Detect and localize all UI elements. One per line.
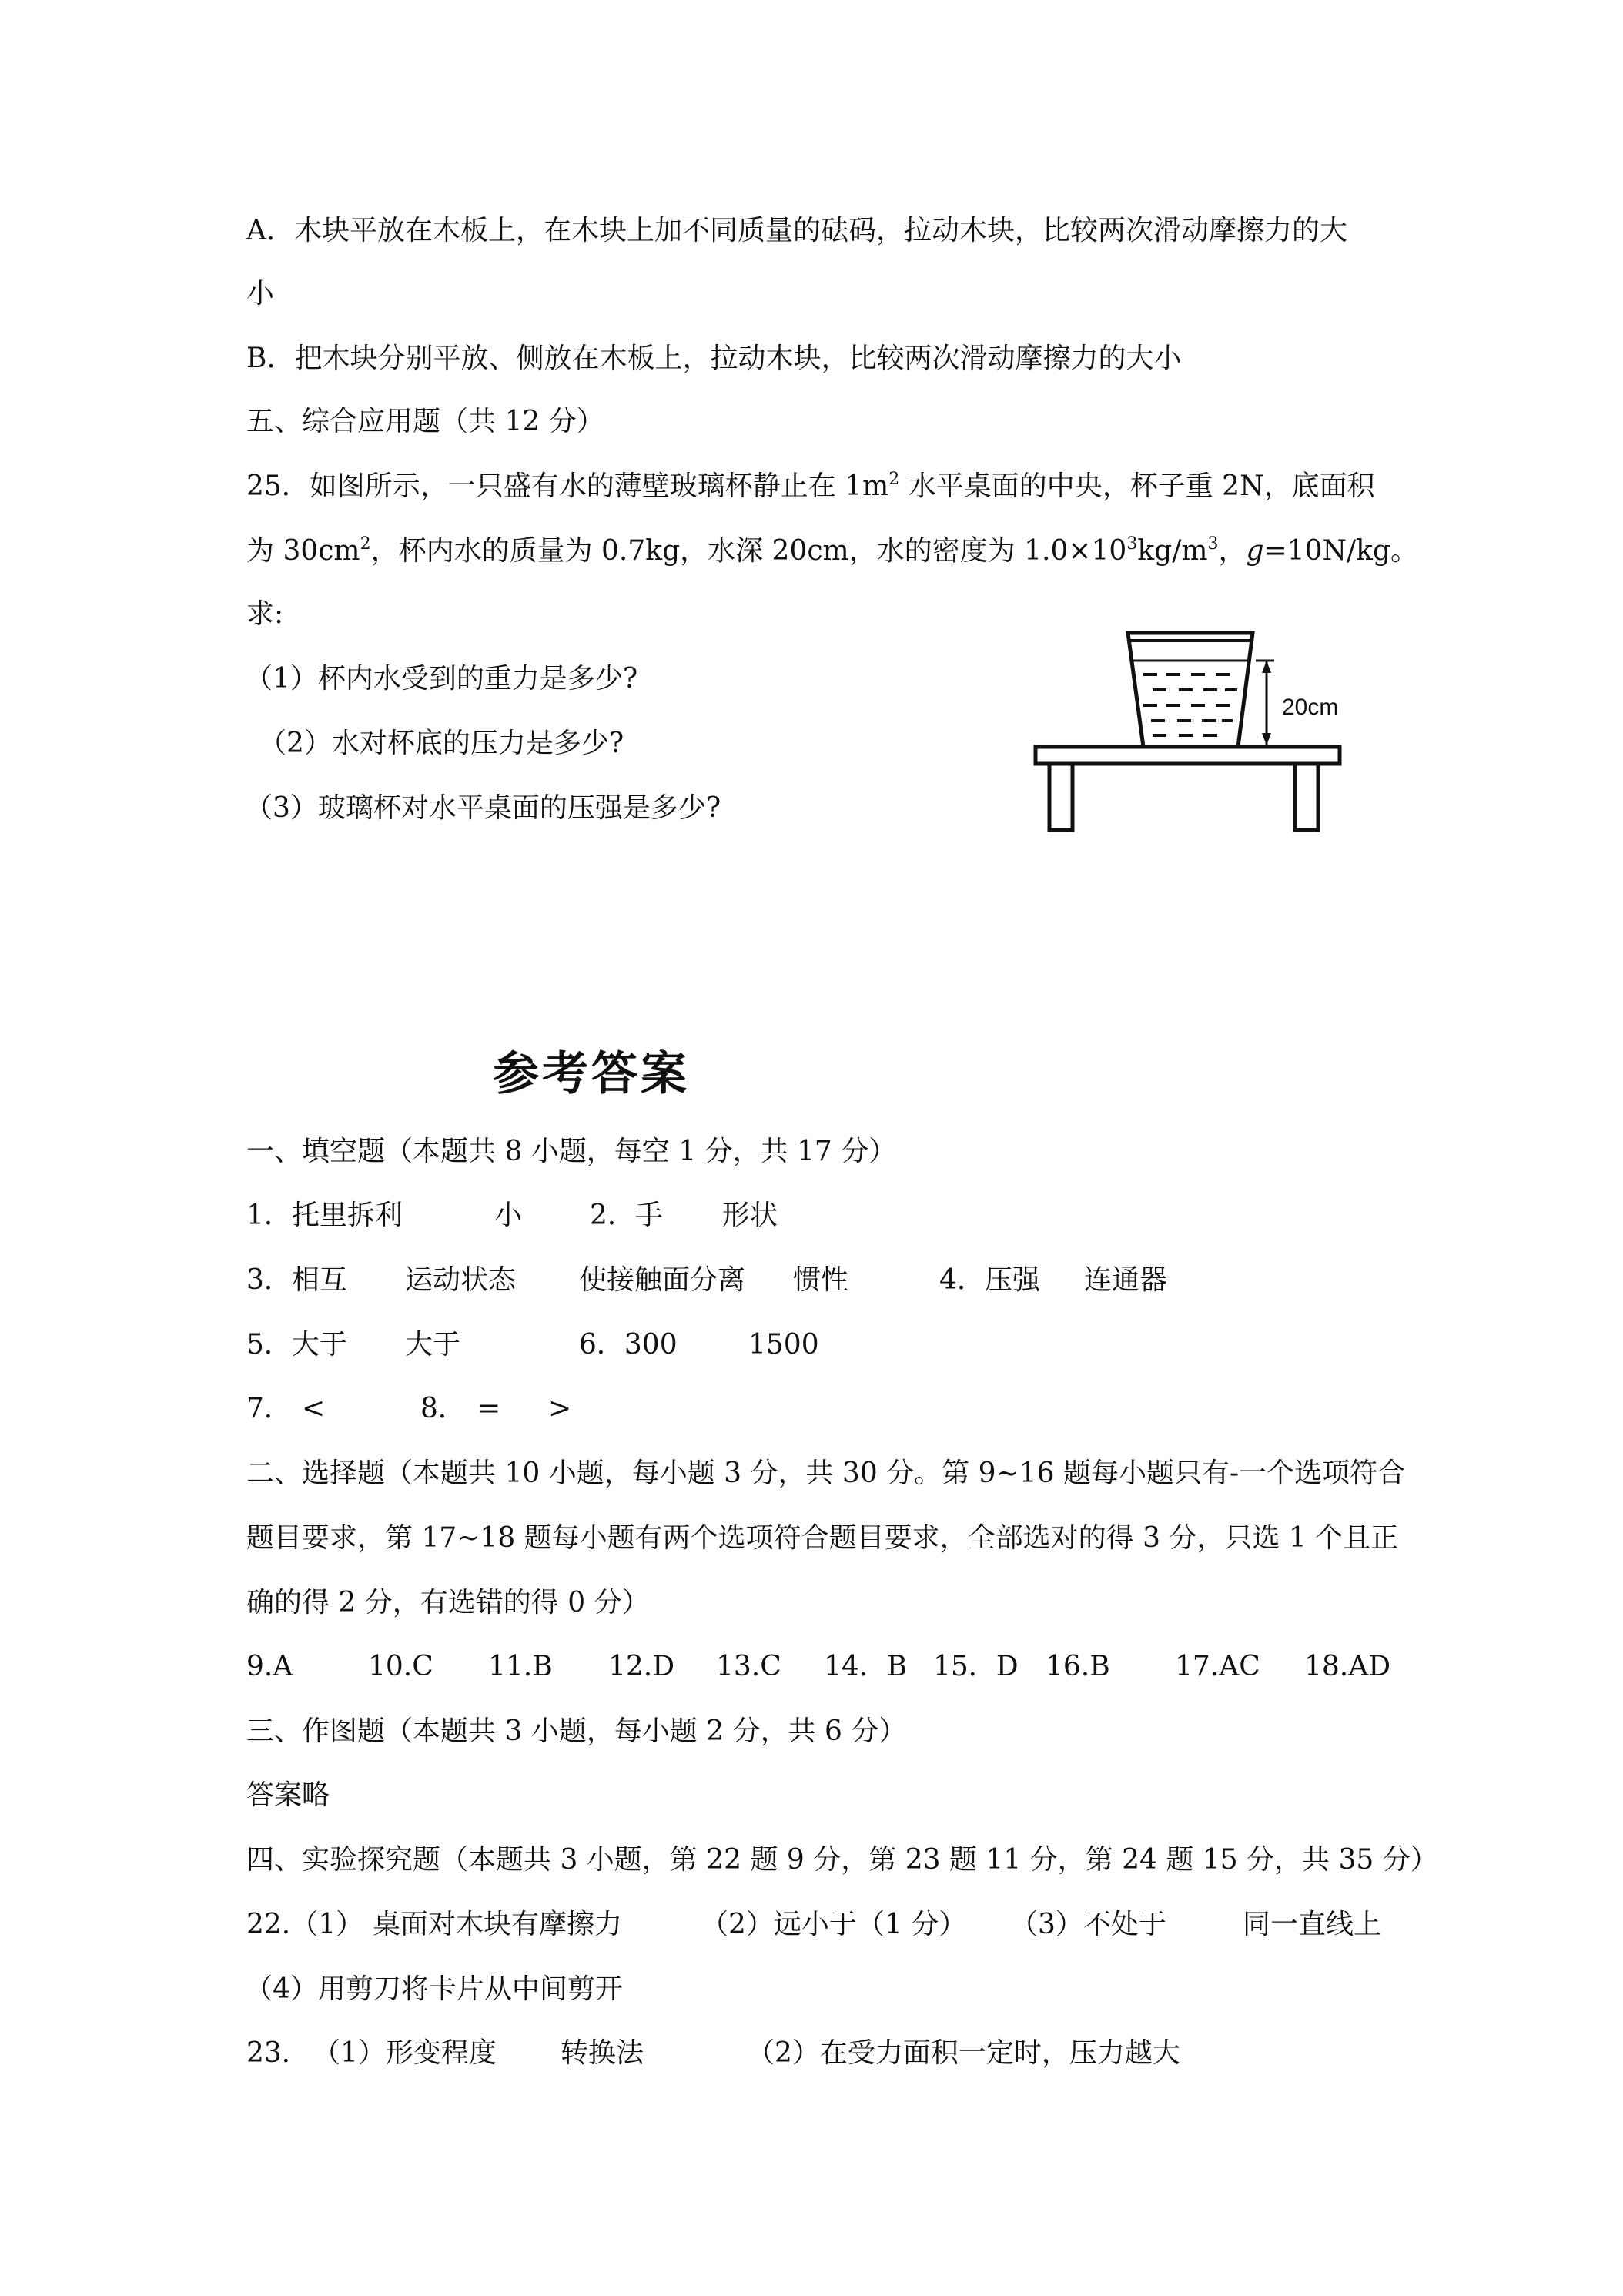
answer-7-1: < [302, 1393, 326, 1424]
q25-ask: 求: [246, 598, 284, 630]
q22-part1: 桌面对木块有摩擦力 [373, 1909, 623, 1940]
choice-9: 9.A [246, 1651, 293, 1682]
q25-line2-part-c: kg/m [1137, 535, 1208, 567]
answer-4-2: 连通器 [1084, 1264, 1168, 1296]
answer-1-2: 小 [494, 1200, 523, 1231]
answer-8-2: > [548, 1393, 572, 1424]
choice-17: 17.AC [1175, 1651, 1260, 1682]
q25-line1-sup: 2 [888, 470, 900, 489]
q25-sub1: （1）杯内水受到的重力是多少? [245, 663, 638, 694]
q23-part1b: 转换法 [561, 2037, 644, 2069]
table-top [1036, 747, 1340, 764]
q25-line2 [246, 533, 1418, 570]
depth-arrow-up-icon [1262, 661, 1271, 673]
q22-part3b: 同一直线上 [1243, 1909, 1382, 1940]
answers-s4-heading: 四、实验探究题（本题共 3 小题，第 22 题 9 分，第 23 题 11 分，第 24 题 15 分，共 35 分） [246, 1844, 1438, 1876]
q25-line2-part-b: ，杯内水的质量为 0.7kg，水深 20cm，水的密度为 1.0×10 [370, 535, 1127, 567]
q25-line2-g: g [1246, 535, 1264, 567]
q23-label: 23． [246, 2037, 310, 2069]
q23-part2: （2）在受力面积一定时，压力越大 [747, 2037, 1180, 2069]
q22-part3: （3）不处于 [1010, 1909, 1166, 1940]
q25-line2-part-d: ， [1218, 535, 1247, 567]
q24-option-a-line1: A．木块平放在木板上，在木块上加不同质量的砝码，拉动木块，比较两次滑动摩擦力的大 [246, 215, 1347, 246]
choice-18: 18.AD [1304, 1651, 1391, 1682]
answer-5-label: 5．大于 [246, 1329, 347, 1361]
q22-label: 22.（1） [246, 1909, 364, 1940]
answers-s2-line2: 题目要求，第 17~18 题每小题有两个选项符合题目要求，全部选对的得 3 分，只选 1 个且正 [246, 1522, 1399, 1554]
answer-1-1: 1．托里拆利 [246, 1200, 403, 1231]
answer-8-label: 8． [420, 1393, 466, 1424]
q24-option-b: B．把木块分别平放、侧放在木板上，拉动木块，比较两次滑动摩擦力的大小 [246, 343, 1182, 374]
answer-2-2: 形状 [722, 1200, 778, 1231]
answers-s3-heading: 三、作图题（本题共 3 小题，每小题 2 分，共 6 分） [246, 1715, 907, 1747]
q25-line2-part-a: 为 30cm [246, 535, 360, 567]
q23-part1: （1）形变程度 [313, 2037, 497, 2069]
answer-7-label: 7． [246, 1393, 292, 1424]
choice-13: 13.C [716, 1651, 781, 1682]
choice-12: 12.D [608, 1651, 675, 1682]
q25-line2-part-e: =10N/kg。 [1263, 535, 1418, 567]
q25-line2-sup3: 3 [1207, 534, 1219, 554]
answer-3-3: 使接触面分离 [579, 1264, 746, 1296]
q25-line1-part-b: 水平桌面的中央，杯子重 2N，底面积 [899, 470, 1375, 502]
answer-6-2: 1500 [748, 1329, 819, 1361]
answers-s1-heading: 一、填空题（本题共 8 小题，每空 1 分，共 17 分） [246, 1136, 897, 1167]
cup-on-table-figure [1028, 616, 1351, 847]
answer-3-2: 运动状态 [405, 1264, 517, 1296]
section5-heading: 五、综合应用题（共 12 分） [246, 406, 604, 437]
choice-16: 16.B [1046, 1651, 1110, 1682]
q22-part2: （2）远小于（1 分） [701, 1909, 967, 1940]
depth-label: 20cm [1282, 694, 1339, 720]
choice-14: 14．B [824, 1651, 908, 1682]
answer-3-label: 3．相互 [246, 1264, 347, 1296]
answers-s2-line3: 确的得 2 分，有选错的得 0 分） [246, 1587, 650, 1618]
choice-10: 10.C [368, 1651, 433, 1682]
choice-11: 11.B [488, 1651, 553, 1682]
answer-2-label: 2．手 [590, 1200, 663, 1231]
q25-sub3: （3）玻璃杯对水平桌面的压强是多少? [245, 792, 721, 824]
answer-4-label: 4．压强 [939, 1264, 1040, 1296]
q25-line2-sup1: 2 [360, 534, 371, 554]
answer-5-2: 大于 [405, 1329, 461, 1361]
q25-line1-part-a: 25．如图所示，一只盛有水的薄壁玻璃杯静止在 1m [246, 470, 889, 502]
answers-title: 参考答案 [493, 1047, 690, 1101]
q25-line2-sup2: 3 [1126, 534, 1138, 554]
answer-8-1: = [477, 1393, 501, 1424]
answers-s3-answer: 答案略 [246, 1779, 330, 1811]
table-leg-right [1295, 764, 1318, 830]
choice-15: 15．D [933, 1651, 1019, 1682]
cup-on-table-drawing [1028, 616, 1351, 847]
table-leg-left [1049, 764, 1073, 830]
answer-3-4: 惯性 [793, 1264, 849, 1296]
q25-line1 [246, 468, 1375, 505]
answers-q22-line2: （4）用剪刀将卡片从中间剪开 [245, 1973, 623, 2005]
depth-arrow-down-icon [1262, 733, 1271, 745]
q25-sub2: （2）水对杯底的压力是多少? [259, 728, 624, 759]
answer-6-label: 6．300 [579, 1329, 678, 1361]
q24-option-a-line2: 小 [246, 278, 275, 310]
answers-s2-line1: 二、选择题（本题共 10 小题，每小题 3 分，共 30 分。第 9~16 题每小题只有-一个选项符合 [246, 1458, 1406, 1489]
